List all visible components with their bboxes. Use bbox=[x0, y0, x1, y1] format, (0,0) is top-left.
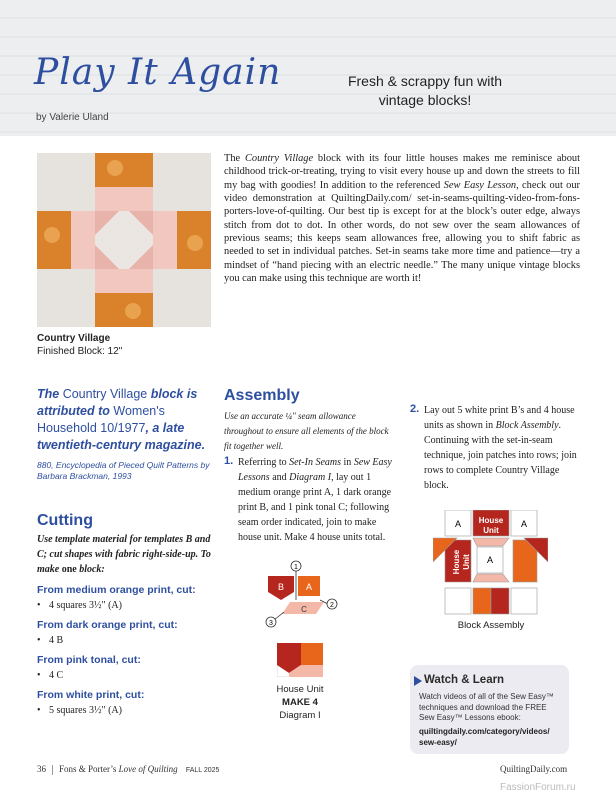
attribution-source: 880, Encyclopedia of Pieced Quilt Patterns by Barbara Brackman, 1993 bbox=[37, 460, 210, 481]
footer-site: QuiltingDaily.com bbox=[500, 764, 568, 774]
watermark: FassionForum.ru bbox=[500, 782, 576, 793]
block-assembly-a-center: A bbox=[486, 555, 494, 565]
step-2-text: Lay out 5 white print B’s and 4 house units as shown in Block Assembly. Continuing with the set-in-seam technique, join patches into rows; join rows to complete Country Village block. bbox=[424, 405, 577, 491]
diagram-i-piece-b: B bbox=[277, 582, 285, 592]
cut-item: • 4 B bbox=[37, 635, 64, 646]
watch-learn-text: Watch videos of all of the Sew Easy™ techniques and download the FREE Sew Easy™ Lessons ebook: bbox=[419, 692, 554, 722]
watch-learn-box bbox=[410, 665, 569, 754]
house-unit-diagram bbox=[277, 643, 323, 677]
step-1-text: Referring to Set-In Seams in Sew Easy Lessons and Diagram I, lay out 1 medium orange print A, 1 dark orange print B, and 1 pink tonal C; following seam order indicated, join to make house unit. Make 4 house units total. bbox=[238, 457, 392, 543]
cut-group-label: From dark orange print, cut: bbox=[37, 619, 178, 631]
seam-order-3: 3 bbox=[269, 620, 273, 627]
page-title: Play It Again bbox=[34, 52, 282, 93]
seam-order-1: 1 bbox=[294, 564, 298, 571]
cut-item: • 4 squares 3½" (A) bbox=[37, 600, 122, 611]
assembly-intro: Use an accurate ¼" seam allowance throughout to ensure all elements of the block fit together well. bbox=[224, 411, 389, 451]
play-icon bbox=[414, 676, 422, 686]
seam-order-2: 2 bbox=[330, 602, 334, 609]
diagram-i-piece-a: A bbox=[305, 582, 313, 592]
watch-learn-title: Watch & Learn bbox=[424, 674, 505, 686]
cut-group-label: From white print, cut: bbox=[37, 689, 145, 701]
step-number: 1. bbox=[224, 455, 234, 467]
house-unit-label-left-1: House bbox=[452, 549, 461, 575]
block-assembly-a-left: A bbox=[454, 519, 462, 529]
watch-learn-link[interactable]: quiltingdaily.com/category/videos/ sew-easy/ bbox=[419, 727, 550, 747]
house-unit-label-top-2: Unit bbox=[483, 526, 499, 535]
cut-group-label: From medium orange print, cut: bbox=[37, 584, 196, 596]
photo-caption-sub: Finished Block: 12" bbox=[37, 346, 123, 357]
block-assembly-label: Block Assembly bbox=[457, 620, 525, 631]
house-unit-label-top-1: House bbox=[478, 516, 504, 525]
diagram-i-label-2: MAKE 4 bbox=[282, 697, 318, 708]
block-assembly-a-right: A bbox=[520, 519, 528, 529]
cut-group-label: From pink tonal, cut: bbox=[37, 654, 141, 666]
footer-left: 36 Fons & Porter’s Love of Quilting FALL 2025 bbox=[37, 764, 220, 774]
diagram-i-label-3: Diagram I bbox=[279, 710, 321, 721]
tagline: Fresh & scrappy fun with vintage blocks! bbox=[347, 73, 503, 108]
photo-caption-title: Country Village bbox=[37, 333, 111, 344]
diagram-i-exploded bbox=[262, 560, 342, 628]
house-unit-label-left-2: Unit bbox=[462, 554, 471, 570]
cut-item: • 5 squares 3½" (A) bbox=[37, 705, 122, 716]
cutting-heading: Cutting bbox=[37, 512, 93, 529]
diagram-i-piece-c: C bbox=[301, 605, 307, 614]
block-photo bbox=[37, 153, 211, 327]
attribution: The Country Village block is attributed to Women's Household 10/1977, a late twentieth-century magazine. bbox=[37, 387, 206, 452]
block-assembly-diagram bbox=[433, 510, 548, 615]
cutting-intro: Use template material for templates B and C; cut shapes with fabric right-side-up. To make one block: bbox=[37, 534, 211, 575]
assembly-heading: Assembly bbox=[224, 387, 300, 404]
step-number: 2. bbox=[410, 403, 420, 415]
intro-paragraph: The Country Village block with its four little houses makes me reminisce about childhood trick-or-treating, trying to visit every house up and down the streets to fill my bag with goodies! In addition to the referenced Sew Easy Lesson, check out our video demonstration at QuiltingDaily.com/ set-in-seams-quilting-video-from-fons-porters-love-of-quilting. Our best tip is except for at the block’s outer edge, always stitch from dot to dot. In other words, do not sew over the seam allowances of previous seams; this keeps seam allowances free, allowing you to shift fabric as needed to set in individual patches. Set-in seams take more time and patience—try a mindset of “hand piecing with an electric needle.” The many unique vintage blocks you can make using this technique are worth it! bbox=[224, 153, 581, 285]
byline: by Valerie Uland bbox=[36, 112, 109, 123]
cut-item: • 4 C bbox=[37, 670, 64, 681]
diagram-i-label-1: House Unit bbox=[276, 684, 324, 695]
